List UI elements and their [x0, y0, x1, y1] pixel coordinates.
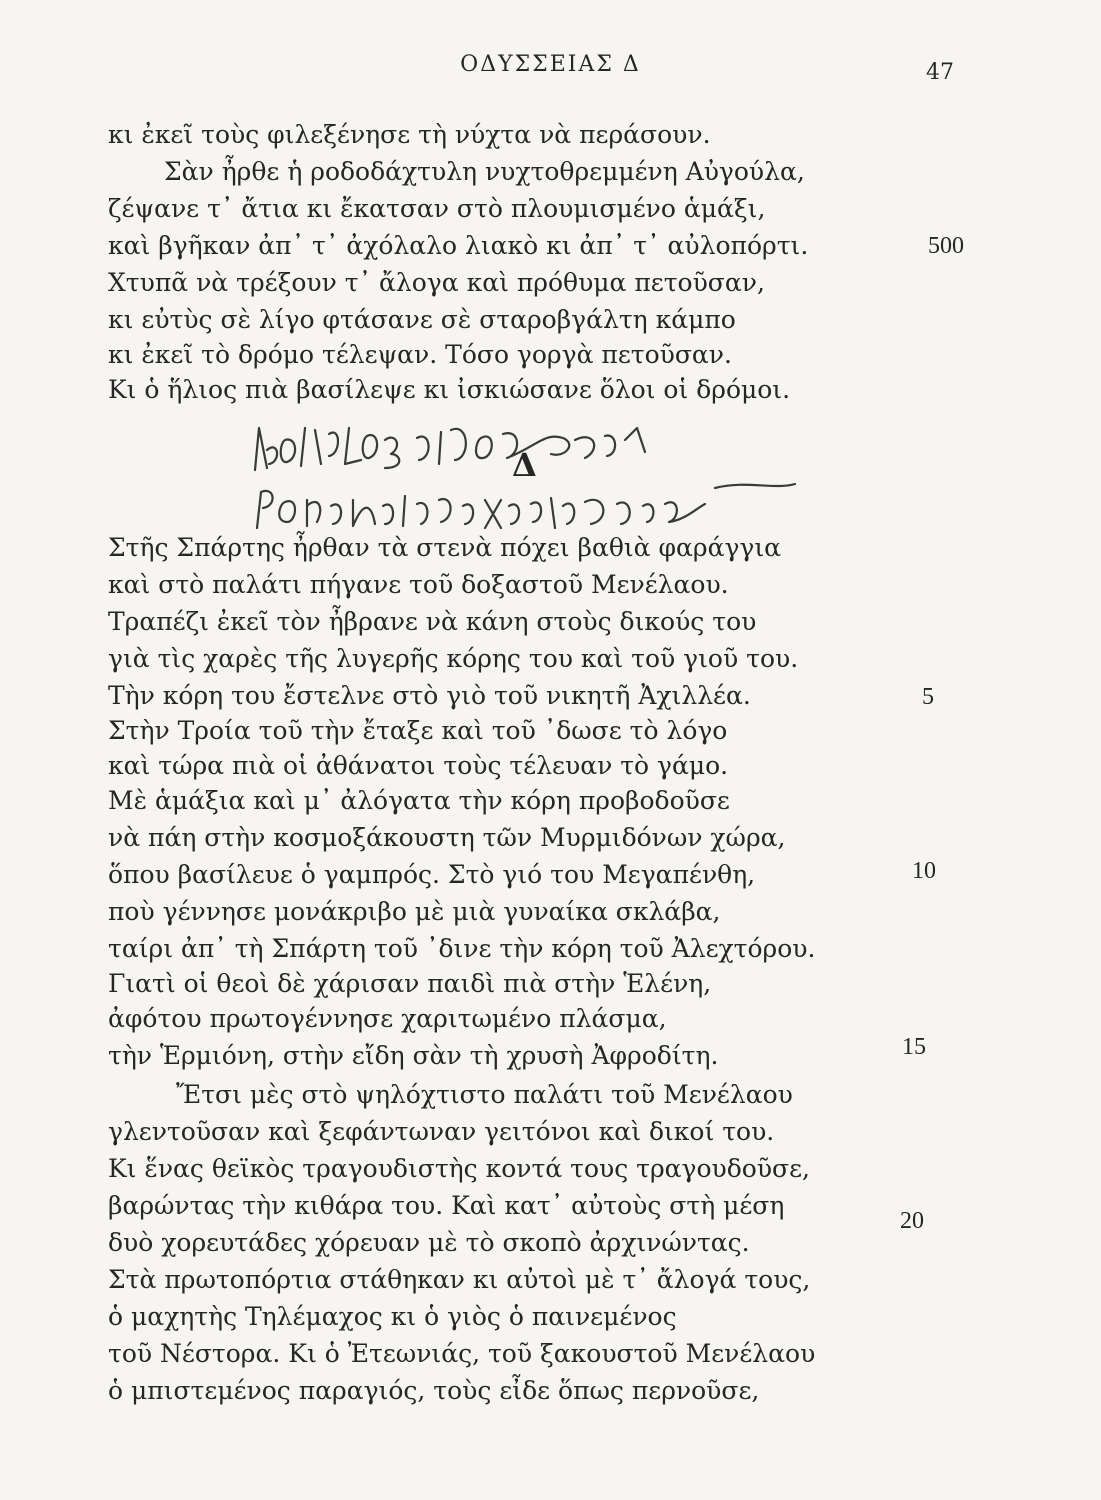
verse-line: ποὺ γέννησε μονάκριβο μὲ μιὰ γυναίκα σκλάβα,: [108, 897, 721, 926]
verse-line: Στὰ πρωτοπόρτια στάθηκαν κι αὐτοὶ μὲ τ᾽ ἄλογά τους,: [108, 1265, 811, 1294]
verse-line: κι ἐκεῖ τὸ δρόμο τέλεψαν. Τόσο γοργὰ πετοῦσαν.: [108, 340, 732, 369]
verse-line: Τὴν κόρη του ἔστελνε στὸ γιὸ τοῦ νικητῆ Ἀχιλλέα.: [108, 681, 751, 710]
verse-line: δυὸ χορευτάδες χόρευαν μὲ τὸ σκοπὸ ἀρχινώντας.: [108, 1228, 750, 1257]
verse-line: Κι ὁ ἥλιος πιὰ βασίλεψε κι ἰσκιώσανε ὅλοι οἱ δρόμοι.: [108, 375, 791, 404]
running-head: ΟΔΥΣΣΕΙΑΣ Δ: [460, 52, 641, 77]
verse-line: κι ἐκεῖ τοὺς φιλεξένησε τὴ νύχτα νὰ περάσουν.: [108, 120, 711, 149]
verse-line: Χτυπᾶ νὰ τρέξουν τ᾽ ἄλογα καὶ πρόθυμα πετοῦσαν,: [108, 268, 765, 297]
book-heading: Δ: [512, 446, 537, 484]
verse-line: Κι ἕνας θεϊκὸς τραγουδιστὴς κοντά τους τραγουδοῦσε,: [108, 1154, 811, 1183]
line-number: 15: [902, 1034, 926, 1060]
verse-line: ζέψανε τ᾽ ἄτια κι ἔκατσαν στὸ πλουμισμένο ἁμάξι,: [108, 194, 766, 223]
verse-line: γλεντοῦσαν καὶ ξεφάντωναν γειτόνοι καὶ δικοί του.: [108, 1117, 775, 1146]
verse-line: καὶ βγῆκαν ἀπ᾽ τ᾽ ἀχόλαλο λιακὸ κι ἀπ᾽ τ᾽ αὐλοπόρτι.: [108, 231, 809, 260]
verse-line: Ἔτσι μὲς στὸ ψηλόχτιστο παλάτι τοῦ Μενέλαου: [176, 1080, 793, 1109]
verse-line: τοῦ Νέστορα. Κι ὁ Ἐτεωνιάς, τοῦ ξακουστοῦ Μενέλαου: [108, 1339, 816, 1368]
verse-line: Σὰν ἦρθε ἡ ροδοδάχτυλη νυχτοθρεμμένη Αὐγούλα,: [164, 157, 805, 186]
verse-line: καὶ στὸ παλάτι πήγανε τοῦ δοξαστοῦ Μενέλαου.: [108, 570, 729, 599]
verse-line: κι εὐτὺς σὲ λίγο φτάσανε σὲ σταροβγάλτη κάμπο: [108, 305, 736, 334]
verse-line: ἀφότου πρωτογέννησε χαριτωμένο πλάσμα,: [108, 1004, 667, 1033]
line-number: 500: [928, 233, 964, 259]
verse-line: Στὴν Τροία τοῦ τὴν ἔταξε καὶ τοῦ ᾽δωσε τὸ λόγο: [108, 716, 728, 745]
page-number: 47: [926, 60, 954, 85]
verse-line: τὴν Ἑρμιόνη, στὴν εἴδη σὰν τὴ χρυσὴ Ἀφροδίτη.: [108, 1041, 719, 1070]
verse-line: καὶ τώρα πιὰ οἱ ἀθάνατοι τοὺς τέλευαν τὸ γάμο.: [108, 751, 729, 780]
verse-line: γιὰ τὶς χαρὲς τῆς λυγερῆς κόρης του καὶ τοῦ γιοῦ του.: [108, 644, 799, 673]
line-number: 5: [922, 684, 934, 710]
verse-line: νὰ πάη στὴν κοσμοξάκουστη τῶν Μυρμιδόνων χώρα,: [108, 823, 786, 852]
line-number: 20: [900, 1208, 924, 1234]
verse-line: Στῆς Σπάρτης ἦρθαν τὰ στενὰ πόχει βαθιὰ φαράγγια: [108, 533, 782, 562]
verse-line: ὅπου βασίλευε ὁ γαμπρός. Στὸ γιό του Μεγαπένθη,: [108, 860, 756, 889]
verse-line: Μὲ ἁμάξια καὶ μ᾽ ἀλόγατα τὴν κόρη προβοδοῦσε: [108, 786, 730, 815]
verse-line: ταίρι ἀπ᾽ τὴ Σπάρτη τοῦ ᾽δινε τὴν κόρη τοῦ Ἀλεχτόρου.: [108, 934, 816, 963]
verse-line: ὁ μπιστεμένος παραγιός, τοὺς εἶδε ὅπως περνοῦσε,: [108, 1376, 760, 1405]
verse-line: Τραπέζι ἐκεῖ τὸν ἦβρανε νὰ κάνη στοὺς δικούς του: [108, 607, 757, 636]
verse-line: βαρώντας τὴν κιθάρα του. Καὶ κατ᾽ αὐτοὺς στὴ μέση: [108, 1191, 785, 1220]
verse-line: Γιατὶ οἱ θεοὶ δὲ χάρισαν παιδὶ πιὰ στὴν Ἑλένη,: [108, 969, 712, 998]
line-number: 10: [912, 858, 936, 884]
verse-line: ὁ μαχητὴς Τηλέμαχος κι ὁ γιὸς ὁ παινεμένος: [108, 1302, 677, 1331]
